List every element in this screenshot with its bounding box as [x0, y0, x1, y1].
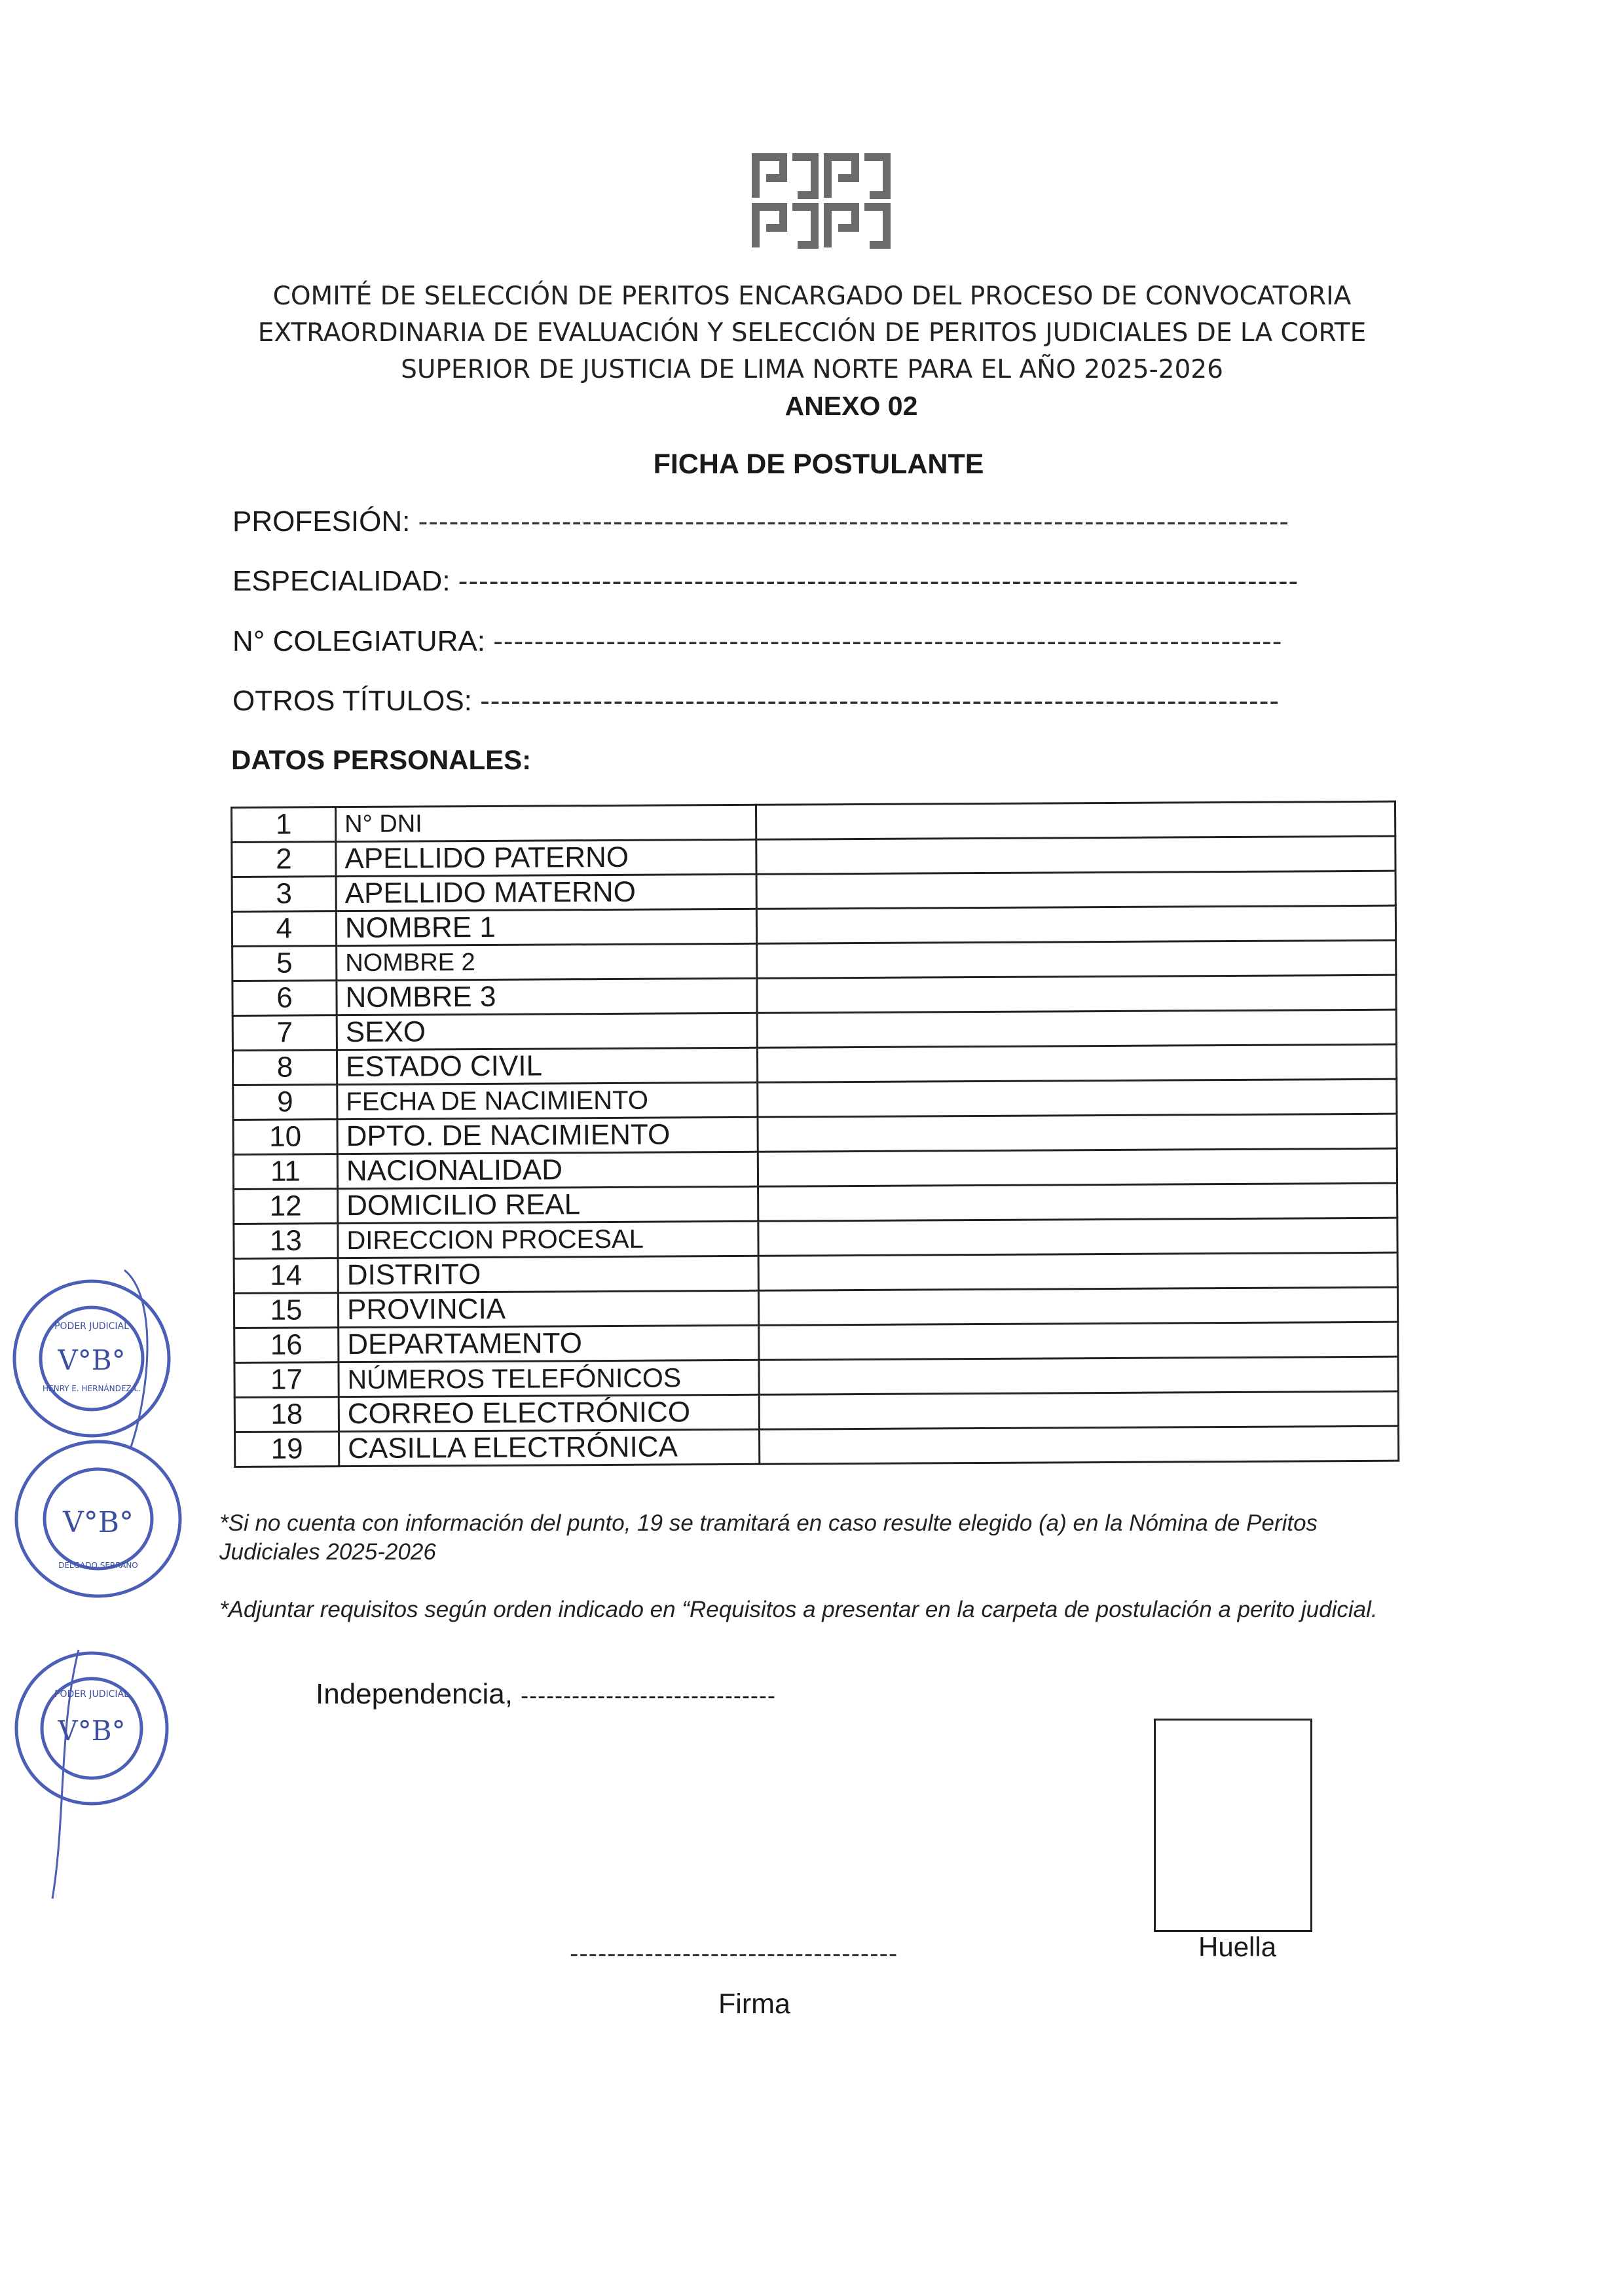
table-row: [235, 1426, 1399, 1467]
row-number: 9: [233, 1085, 337, 1120]
row-value-cell[interactable]: [758, 1148, 1397, 1186]
row-number: 6: [232, 981, 337, 1016]
row-label: NACIONALIDAD: [337, 1152, 758, 1188]
specialty-field[interactable]: [232, 565, 1326, 598]
svg-text:V°B°: V°B°: [58, 1344, 126, 1376]
table-row: [233, 1148, 1397, 1189]
table-row: [233, 1114, 1397, 1154]
row-value-cell[interactable]: [758, 1114, 1397, 1152]
field-line: -----------------------------------------------------------------------------: [493, 625, 1283, 657]
signature-line[interactable]: -----------------------------------: [570, 1939, 898, 1968]
row-number: 18: [234, 1397, 339, 1432]
poder-judicial-logo: [752, 152, 893, 251]
table-row: [234, 1252, 1397, 1293]
row-value-cell[interactable]: [757, 1044, 1396, 1082]
personal-data-table: [231, 801, 1399, 1468]
field-label: ESPECIALIDAD:: [232, 565, 451, 597]
row-label: PROVINCIA: [338, 1290, 758, 1327]
row-label: DPTO. DE NACIMIENTO: [337, 1117, 758, 1154]
row-label: NOMBRE 3: [337, 978, 757, 1015]
table-row: [234, 1218, 1397, 1258]
table-row: [234, 1391, 1398, 1432]
row-value-cell[interactable]: [759, 1426, 1398, 1464]
row-number: 3: [232, 877, 336, 912]
row-number: 13: [234, 1224, 338, 1259]
row-number: 14: [234, 1258, 338, 1294]
table-row: [234, 1322, 1398, 1362]
table-row: [232, 801, 1395, 842]
row-number: 15: [234, 1293, 338, 1328]
row-value-cell[interactable]: [758, 1183, 1397, 1221]
footnote-requisitos: *Adjuntar requisitos según orden indicado en “Requisitos a presentar en la carpeta de postulación a perito judicial.: [219, 1597, 1378, 1622]
table-row: [232, 975, 1396, 1015]
table-row: [232, 940, 1396, 981]
table-row: [233, 1079, 1397, 1120]
row-number: 19: [235, 1432, 339, 1467]
table-row: [232, 1010, 1396, 1050]
row-number: 17: [234, 1362, 339, 1398]
header-line: COMITÉ DE SELECCIÓN DE PERITOS ENCARGADO DEL PROCESO DE CONVOCATORIA: [272, 282, 1352, 311]
svg-text:PODER JUDICIAL: PODER JUDICIAL: [54, 1689, 129, 1700]
field-label: PROFESIÓN:: [232, 505, 411, 538]
field-line: ----------------------------------------------------------------------------------: [458, 565, 1299, 597]
row-value-cell[interactable]: [758, 1079, 1397, 1117]
table-row: [232, 836, 1395, 877]
registration-number-field[interactable]: [232, 625, 1326, 658]
row-label: N° DNI: [336, 805, 756, 841]
row-label: APELLIDO PATERNO: [336, 839, 756, 876]
row-number: 11: [233, 1154, 337, 1190]
row-number: 1: [232, 807, 336, 843]
row-label: NOMBRE 2: [337, 943, 757, 980]
row-number: 16: [234, 1328, 339, 1363]
field-label: N° COLEGIATURA:: [232, 625, 485, 657]
header-line: SUPERIOR DE JUSTICIA DE LIMA NORTE PARA EL AÑO 2025-2026: [401, 355, 1223, 384]
other-degrees-field[interactable]: [232, 685, 1320, 718]
profession-field[interactable]: [232, 505, 1333, 538]
row-value-cell[interactable]: [758, 1218, 1397, 1256]
svg-text:HENRY E. HERNÁNDEZ L.: HENRY E. HERNÁNDEZ L.: [43, 1384, 141, 1393]
place-label: Independencia,: [316, 1678, 513, 1710]
row-value-cell[interactable]: [759, 1357, 1398, 1394]
fingerprint-label: Huella: [1198, 1931, 1277, 1962]
row-value-cell[interactable]: [758, 1252, 1397, 1290]
row-label: ESTADO CIVIL: [337, 1048, 757, 1084]
row-number: 12: [234, 1189, 338, 1224]
row-value-cell[interactable]: [757, 1010, 1396, 1048]
place-date-line: ------------------------------: [521, 1682, 776, 1709]
svg-text:V°B°: V°B°: [62, 1506, 134, 1539]
row-label: SEXO: [337, 1013, 757, 1049]
row-value-cell[interactable]: [756, 801, 1395, 839]
row-value-cell[interactable]: [756, 836, 1395, 874]
table-row: [232, 905, 1395, 946]
footnote-casilla: *Si no cuenta con información del punto, 19 se tramitará en caso resulte elegido (a) en la Nómina de Peritos Judiciales 2025-2026: [219, 1510, 1318, 1565]
row-label: DISTRITO: [338, 1256, 758, 1292]
place-date-field[interactable]: [316, 1678, 776, 1711]
fingerprint-box[interactable]: [1154, 1719, 1312, 1932]
approval-stamp-icon: [0, 1427, 196, 1617]
row-number: 4: [232, 911, 336, 947]
row-label: NÚMEROS TELEFÓNICOS: [339, 1360, 759, 1396]
document-header: [236, 278, 1388, 388]
table-row: [234, 1287, 1397, 1328]
field-line: ------------------------------------------------------------------------------: [480, 685, 1280, 717]
row-value-cell[interactable]: [759, 1391, 1398, 1429]
row-label: CASILLA ELECTRÓNICA: [339, 1429, 760, 1466]
table-row: [232, 1044, 1396, 1085]
row-value-cell[interactable]: [757, 975, 1396, 1013]
approval-stamp-icon: [0, 1624, 183, 1905]
section-title: DATOS PERSONALES:: [231, 744, 532, 775]
row-number: 2: [232, 842, 336, 877]
row-number: 7: [232, 1015, 337, 1051]
row-label: DEPARTAMENTO: [339, 1325, 759, 1362]
signature-label: Firma: [718, 1988, 790, 2020]
field-line: -------------------------------------------------------------------------------------: [418, 505, 1290, 538]
svg-text:V°B°: V°B°: [58, 1715, 126, 1747]
row-label: APELLIDO MATERNO: [336, 874, 756, 911]
row-value-cell[interactable]: [758, 1287, 1397, 1325]
row-label: DIRECCION PROCESAL: [338, 1221, 758, 1258]
row-label: CORREO ELECTRÓNICO: [339, 1394, 759, 1431]
row-value-cell[interactable]: [759, 1322, 1398, 1360]
row-label: NOMBRE 1: [336, 909, 756, 945]
row-label: DOMICILIO REAL: [338, 1186, 758, 1223]
row-number: 5: [232, 946, 337, 981]
table-row: [234, 1183, 1397, 1224]
svg-text:DELGADO SERRANO: DELGADO SERRANO: [58, 1561, 138, 1570]
row-number: 10: [233, 1120, 337, 1155]
field-label: OTROS TÍTULOS:: [232, 685, 472, 717]
table-row: [232, 871, 1395, 911]
row-value-cell[interactable]: [757, 940, 1396, 978]
header-line: EXTRAORDINARIA DE EVALUACIÓN Y SELECCIÓN DE PERITOS JUDICIALES DE LA CORTE: [257, 318, 1367, 348]
form-title: FICHA DE POSTULANTE: [653, 448, 984, 480]
row-number: 8: [232, 1050, 337, 1085]
table-row: [234, 1357, 1398, 1397]
svg-text:PODER JUDICIAL: PODER JUDICIAL: [54, 1321, 129, 1332]
annex-title: ANEXO 02: [784, 391, 918, 421]
row-label: FECHA DE NACIMIENTO: [337, 1082, 758, 1119]
row-value-cell[interactable]: [756, 871, 1395, 909]
row-value-cell[interactable]: [756, 905, 1395, 943]
